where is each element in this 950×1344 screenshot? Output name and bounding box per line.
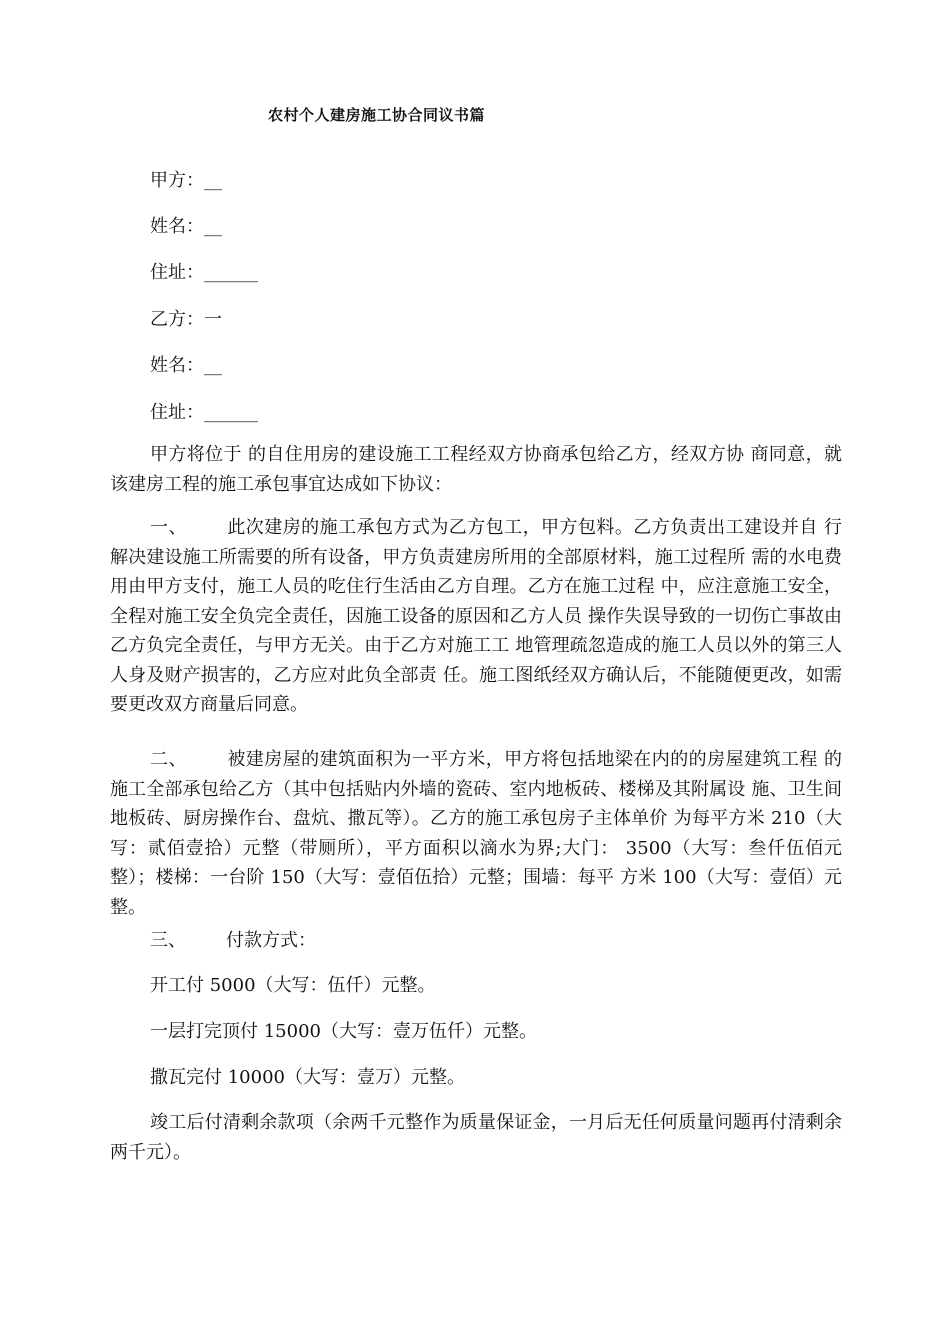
clause-3-text: 付款方式： [226, 930, 316, 951]
payment-item-4: 竣工后付清剩余款项（余两千元整作为质量保证金，一月后无任何质量问题再付清剩余两千元）。 [110, 1112, 842, 1163]
party-b-name-line: 姓名：__ [150, 355, 222, 376]
clause-1-number: 一、 [150, 517, 187, 538]
party-a-line: 甲方：__ [150, 170, 222, 191]
clause-2-number: 二、 [150, 749, 187, 770]
party-a-name-line: 姓名：__ [150, 216, 222, 237]
party-b-line: 乙方：一 [150, 309, 222, 330]
clause-2-text: 被建房屋的建筑面积为一平方米，甲方将包括地梁在内的的房屋建筑工程 的施工全部承包给乙方（其中包括贴内外墙的瓷砖、室内地板砖、楼梯及其附属设 施、卫生间地板砖、厨房操作台、盘炕、撒瓦等）。乙方的施工承包房子主体单价 为每平方米 210（大写：贰佰壹拾）元整（带厕所），平方面积以滴水为界;大门： 3500（大写：叁仟伍佰元整）；楼梯：一台阶 150（大写：壹佰伍拾）元整；围墙：每平 方米 100（大写：壹佰）元整。 [110, 749, 843, 918]
clause-3-heading [150, 926, 316, 952]
clause-1-text: 此次建房的施工承包方式为乙方包工，甲方包料。乙方负责出工建设并自 行解决建设施工所需要的所有设备，甲方负责建房所用的全部原材料，施工过程所 需的水电费用由甲方支付，施工人员的吃住行生活由乙方自理。乙方在施工过程 中，应注意施工安全，全程对施工安全负完全责任，因施工设备的原因和乙方人员 操作失误导致的一切伤亡事故由乙方负完全责任，与甲方无关。由于乙方对施工工 地管理疏忽造成的施工人员以外的第三人人身及财产损害的，乙方应对此负全部责 任。施工图纸经双方确认后，不能随便更改，如需要更改双方商量后同意。 [110, 517, 843, 715]
party-b-address-line: 住址：______ [150, 402, 258, 423]
party-a-address-line: 住址：______ [150, 262, 258, 283]
intro-paragraph: 甲方将位于 的自住用房的建设施工工程经双方协商承包给乙方，经双方协 商同意，就该建房工程的施工承包事宜达成如下协议： [110, 444, 842, 495]
document-title: 农村个人建房施工协合同议书篇 [268, 106, 486, 124]
payment-item-1: 开工付 5000（大写：伍仟）元整。 [150, 975, 436, 996]
clause-2-paragraph [110, 745, 842, 922]
clause-1-paragraph [110, 513, 842, 720]
clause-3-number: 三、 [150, 930, 186, 951]
payment-item-3: 撒瓦完付 10000（大写：壹万）元整。 [150, 1067, 465, 1088]
payment-item-2: 一层打完顶付 15000（大写：壹万伍仟）元整。 [150, 1021, 537, 1042]
